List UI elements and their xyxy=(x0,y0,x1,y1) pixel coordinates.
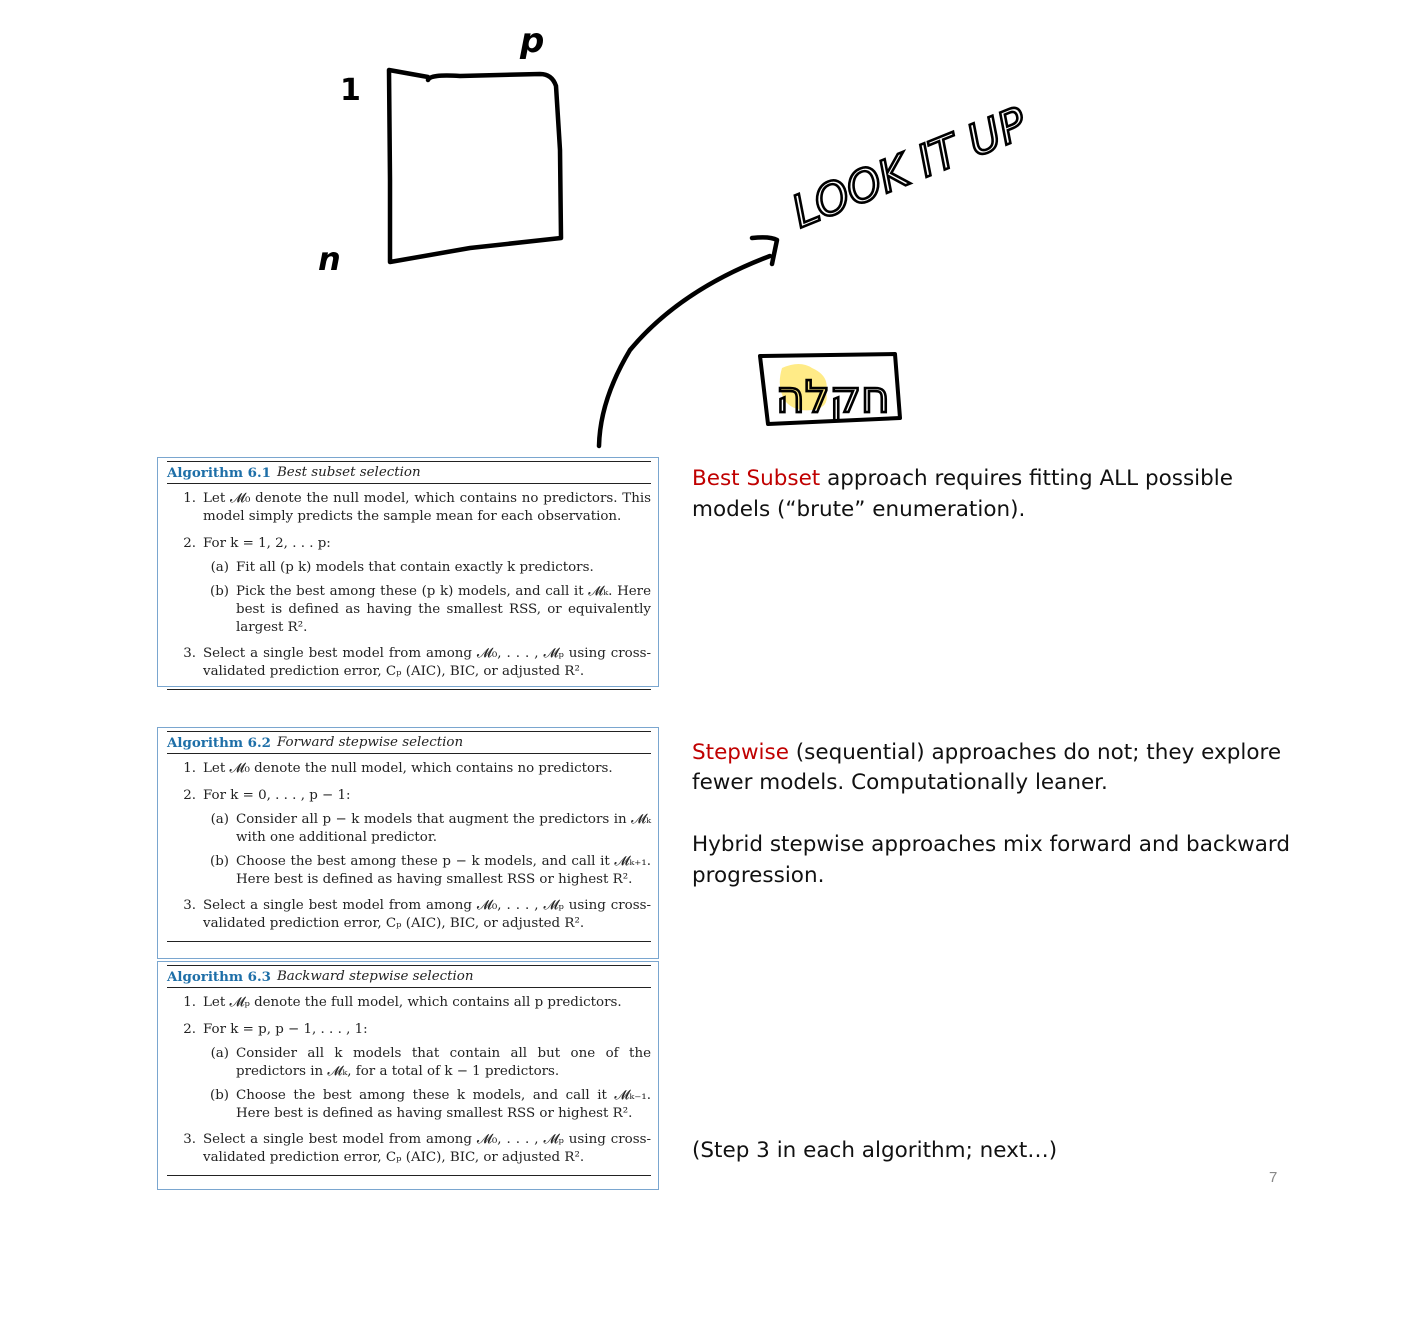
step3-note-text: (Step 3 in each algorithm; next…) xyxy=(692,1138,1058,1163)
hybrid-text: Hybrid stepwise approaches mix forward and backward progression. xyxy=(692,832,1291,888)
algorithm-header xyxy=(167,732,651,753)
label-1: 1 xyxy=(340,73,361,108)
algorithm-number: Algorithm 6.2 xyxy=(167,735,271,751)
look-it-up-note: LOOK IT UP xyxy=(785,98,1034,239)
algorithm-step: 3. Select a single best model from among 𝓜₀, . . . , 𝓜ₚ using cross-validated prediction error, Cₚ (AIC), BIC, or adjusted R². xyxy=(183,1132,651,1165)
algorithm-substep: (b) Choose the best among these k models, and call it 𝓜ₖ₋₁. Here best is defined as having smallest RSS or highest R². xyxy=(209,1088,651,1121)
algorithm-box-6-1 xyxy=(157,457,659,687)
algorithm-substep: (a) Consider all p − k models that augment the predictors in 𝓜ₖ with one additional predictor. xyxy=(210,812,651,845)
best-subset-paragraph xyxy=(692,463,1312,525)
step3-note xyxy=(692,1135,1312,1166)
algorithm-header xyxy=(167,966,651,987)
arrow-curve xyxy=(599,256,770,446)
page-number: 7 xyxy=(1269,1169,1278,1186)
best-subset-term: Best Subset xyxy=(692,466,821,491)
best-subset-description: approach requires fitting ALL possible models (“brute” enumeration). xyxy=(692,466,1233,522)
algorithm-step: 2. For k = 1, 2, . . . p: xyxy=(183,536,331,551)
label-n: n xyxy=(318,240,341,278)
algorithm-step: 3. Select a single best model from among 𝓜₀, . . . , 𝓜ₚ using cross-validated prediction error, Cₚ (AIC), BIC, or adjusted R². xyxy=(183,898,651,931)
algorithm-step: 2. For k = p, p − 1, . . . , 1: xyxy=(183,1022,368,1037)
stepwise-description: (sequential) approaches do not; they explore fewer models. Computationally leaner. xyxy=(692,740,1282,795)
algorithm-box-6-3 xyxy=(157,961,659,1190)
algorithm-step: 1. Let 𝓜₀ denote the null model, which contains no predictors. xyxy=(183,761,613,776)
algorithm-step: 1. Let 𝓜₀ denote the null model, which contains no predictors. This model simply predicts the sample mean for each observation. xyxy=(183,491,651,524)
algorithm-header xyxy=(167,462,651,483)
algorithm-step: 3. Select a single best model from among 𝓜₀, . . . , 𝓜ₚ using cross-validated prediction error, Cₚ (AIC), BIC, or adjusted R². xyxy=(183,646,651,679)
algorithm-name: Backward stepwise selection xyxy=(276,969,474,984)
matrix-box-sketch xyxy=(389,70,561,262)
algorithm-substep: (a) Consider all k models that contain all but one of the predictors in 𝓜ₖ, for a total of k − 1 predictors. xyxy=(210,1046,651,1079)
algorithm-substep: (b) Pick the best among these (p k) models, and call it 𝓜ₖ. Here best is defined as having the smallest RSS, or equivalently largest R². xyxy=(209,584,651,635)
algorithm-box-6-2 xyxy=(157,727,659,959)
label-p: p xyxy=(520,21,545,61)
hybrid-paragraph xyxy=(692,829,1312,891)
algorithm-substep: (b) Choose the best among these p − k models, and call it 𝓜ₖ₊₁. Here best is defined as having smallest RSS or highest R². xyxy=(209,854,651,887)
algorithm-number: Algorithm 6.3 xyxy=(167,969,271,985)
algorithm-step: 2. For k = 0, . . . , p − 1: xyxy=(183,788,351,803)
algorithm-number: Algorithm 6.1 xyxy=(167,465,271,481)
algorithm-name: Forward stepwise selection xyxy=(276,735,464,750)
algorithm-step: 1. Let 𝓜ₚ denote the full model, which contains all p predictors. xyxy=(183,995,622,1010)
stepwise-paragraph xyxy=(692,738,1312,798)
algorithm-substep: (a) Fit all (p k) models that contain exactly k predictors. xyxy=(210,560,594,575)
hebrew-note: חקלה xyxy=(776,372,890,423)
algorithm-name: Best subset selection xyxy=(276,465,421,480)
stepwise-term: Stepwise xyxy=(692,740,789,765)
